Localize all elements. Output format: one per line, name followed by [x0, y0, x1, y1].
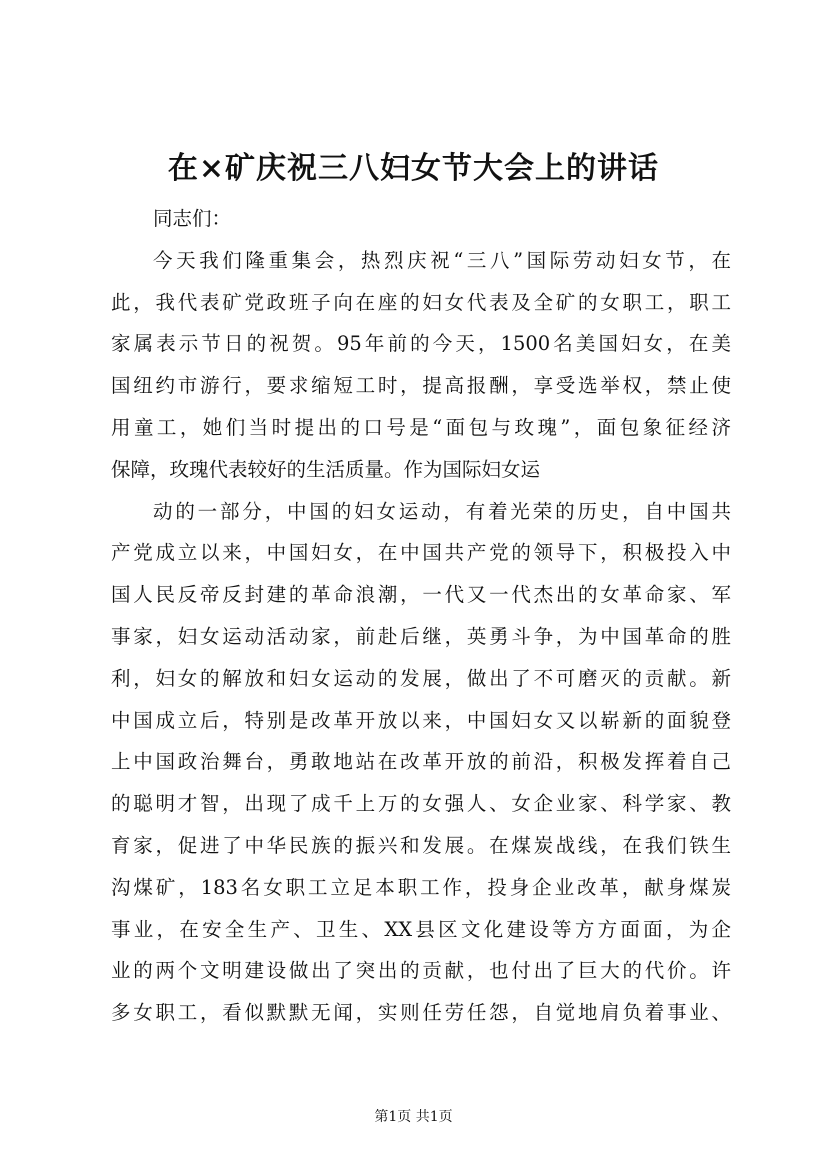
page-number-footer: 第1页 共1页: [374, 1109, 453, 1125]
paragraph-line: 利，妇女的解放和妇女运动的发展，做出了不可磨灭的贡献。新: [111, 666, 731, 690]
paragraph-line: 国人民反帝反封建的革命浪潮，一代又一代杰出的女革命家、军: [111, 583, 731, 607]
paragraph-line: 今天我们隆重集会，热烈庆祝“三八”国际劳动妇女节，在: [153, 248, 731, 272]
paragraph-line: 上中国政治舞台，勇敢地站在改革开放的前沿，积极发挥着自己: [111, 750, 731, 774]
paragraph-line: 此，我代表矿党政班子向在座的妇女代表及全矿的女职工，职工: [111, 290, 731, 314]
paragraph-line: 中国成立后，特别是改革开放以来，中国妇女又以崭新的面貌登: [111, 708, 731, 732]
paragraph-line: 保障，玫瑰代表较好的生活质量。作为国际妇女运: [111, 457, 541, 481]
paragraph-line: 用童工，她们当时提出的口号是“面包与玫瑰”，面包象征经济: [111, 415, 731, 439]
paragraph-line: 事业，在安全生产、卫生、XX县区文化建设等方方面面，为企: [111, 917, 731, 941]
paragraph-line: 家属表示节日的祝贺。95年前的今天，1500名美国妇女，在美: [111, 332, 731, 356]
paragraph-line: 事家，妇女运动活动家，前赴后继，英勇斗争，为中国革命的胜: [111, 624, 731, 648]
paragraph-line: 育家，促进了中华民族的振兴和发展。在煤炭战线，在我们铁生: [111, 833, 731, 857]
paragraph-line: 业的两个文明建设做出了突出的贡献，也付出了巨大的代价。许: [111, 959, 731, 983]
document-title: 在×矿庆祝三八妇女节大会上的讲话: [167, 151, 660, 186]
salutation-line: 同志们：: [153, 207, 232, 230]
paragraph-line: 产党成立以来，中国妇女，在中国共产党的领导下，积极投入中: [111, 541, 731, 565]
document-body: [111, 198, 731, 1034]
paragraph-line: 沟煤矿，183名女职工立足本职工作，投身企业改革，献身煤炭: [111, 875, 731, 899]
paragraph-line: 国纽约市游行，要求缩短工时，提高报酬，享受选举权，禁止使: [111, 374, 731, 398]
paragraph-line: 多女职工，看似默默无闻，实则任劳任怨，自觉地肩负着事业、: [111, 1001, 731, 1025]
paragraph-line: 动的一部分，中国的妇女运动，有着光荣的历史，自中国共: [153, 499, 731, 523]
paragraph-line: 的聪明才智，出现了成千上万的女强人、女企业家、科学家、教: [111, 792, 731, 816]
